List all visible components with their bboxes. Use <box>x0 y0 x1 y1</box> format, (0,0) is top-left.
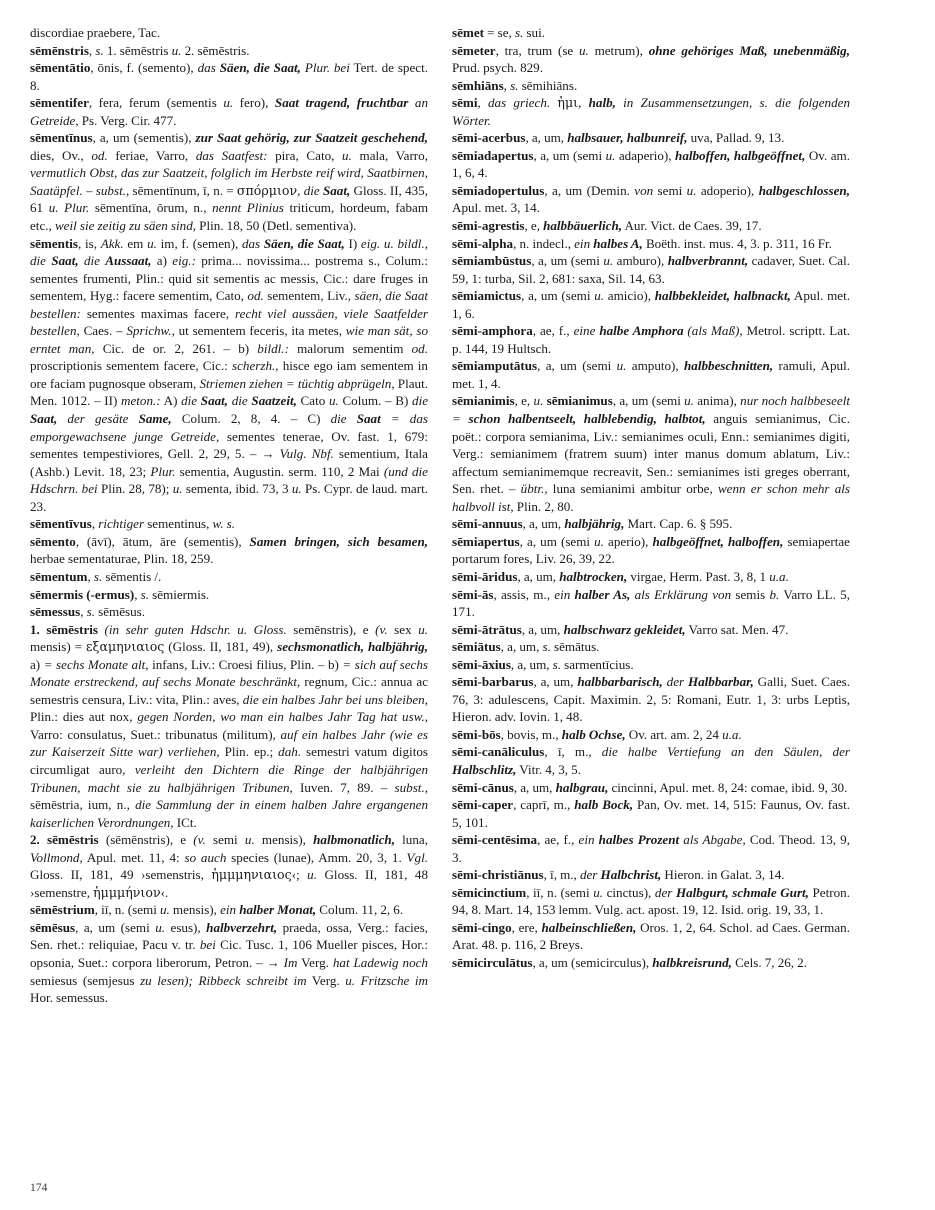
dictionary-entry: sēmentātio, ōnis, f. (semento), das Säen, die Saat, Plur. bei Tert. de spect. 8. <box>30 60 429 93</box>
dictionary-entry: sēmi-amphora, ae, f., eine halbe Amphora (als Maß), Metrol. scriptt. Lat. p. 144, 19 Hultsch. <box>452 323 851 356</box>
dictionary-entry: sēmiadopertulus, a, um (Demin. von semi u. adoperio), halbgeschlossen, Apul. met. 3, 14. <box>452 182 850 216</box>
dictionary-entry: sēmicinctium, iī, n. (semi u. cinctus), der Halbgurt, schmale Gurt, Petron. 94, 8. Mart. 14, 153 lemm. Vulg. act. apost. 19, 12. Isid. orig. 19, 33, 1. <box>452 884 850 918</box>
dictionary-entry: sēmiadapertus, a, um (semi u. adaperio), halboffen, halbgeöffnet, Ov. am. 1, 6, 4. <box>452 147 850 181</box>
page-number: 174 <box>30 1181 48 1194</box>
dictionary-entry: sēmiamictus, a, um (semi u. amicio), halbbekleidet, halbnackt, Apul. met. 1, 6. <box>452 288 850 321</box>
dictionary-entry: sēmiātus, a, um, s. sēmātus. <box>452 639 600 655</box>
dictionary-entry: sēmentifer, fera, ferum (sementis u. fero), Saat tragend, fruchtbar an Getreide, Ps. Verg. Cir. 477. <box>30 95 428 128</box>
dictionary-entry: sēmi-barbarus, a, um, halbbarbarisch, der Halbbarbar, Galli, Suet. Caes. 76, 3: adulescens, Capit. Maximin. 2, 5: Romani, Eutr. 1, 3: urbs Leptis, Hieron. adv. Iovin. 1, 48. <box>452 674 851 725</box>
dictionary-entry: sēmiapertus, a, um (semi u. aperio), halbgeöffnet, halboffen, semiapertae portarum fores, Liv. 26, 39, 22. <box>452 533 850 567</box>
dictionary-entry: sēmi-agrestis, e, halbbäuerlich, Aur. Vict. de Caes. 39, 17. <box>452 218 762 234</box>
two-column-layout <box>30 24 907 1007</box>
right-column <box>452 24 850 972</box>
dictionary-entry: sēmento, (āvī), ātum, āre (sementis), Samen bringen, sich besamen, herbae sementaturae, Plin. 18, 259. <box>30 533 428 567</box>
dictionary-entry: sēmēstrium, iī, n. (semi u. mensis), ein halber Monat, Colum. 11, 2, 6. <box>30 902 404 918</box>
dictionary-entry: sēmēsus, a, um (semi u. esus), halbverzehrt, praeda, ossa, Verg.: facies, Sen. rhet.: reliquiae, Pacu v. tr. bei Cic. Tusc. 1, 106 Mueller pisces, Hor.: opsonia, Suet.: corpora liberorum, Petron. – → Im Verg. hat Ladewig noch semiesus (semjesus zu lesen); Ribbeck schreibt im Verg. u. Fritzsche im Hor. semessus. <box>30 919 428 1006</box>
dictionary-entry: sēmentum, s. sēmentis /. <box>30 568 162 584</box>
dictionary-entry: sēmi-acerbus, a, um, halbsauer, halbunreif, uva, Pallad. 9, 13. <box>452 130 785 146</box>
dictionary-entry: sēmermis (-ermus), s. sēmiermis. <box>30 586 210 602</box>
dictionary-entry: sēmi, das griech. ἡμι, halb, in Zusammensetzungen, s. die folgenden Wörter. <box>452 95 850 128</box>
dictionary-entry: sēmi-annuus, a, um, halbjährig, Mart. Cap. 6. § 595. <box>452 516 733 532</box>
dictionary-entry: sēmi-ātrātus, a, um, halbschwarz gekleidet, Varro sat. Men. 47. <box>452 621 789 637</box>
dictionary-entry: sēmēnstris, s. 1. sēmēstris u. 2. sēmēstris. <box>30 42 250 58</box>
dictionary-entry: sēmi-ās, assis, m., ein halber As, als Erklärung von semis b. Varro LL. 5, 171. <box>452 586 851 620</box>
dictionary-entry: sēmi-centēsima, ae, f., ein halbes Prozent als Abgabe, Cod. Theod. 13, 9, 3. <box>452 832 850 865</box>
dictionary-entry: sēmi-āxius, a, um, s. sarmentīcius. <box>452 656 634 672</box>
dictionary-entry: sēmicirculātus, a, um (semicirculus), halbkreisrund, Cels. 7, 26, 2. <box>452 954 808 970</box>
dictionary-entry: sēmentīnus, a, um (sementis), zur Saat gehörig, zur Saatzeit geschehend, dies, Ov., od. feriae, Varro, das Saatfest: pira, Cato, u. mala, Varro, vermutlich Obst, das zur Saatzeit, folglich im Herbste reif wird, Saatbirnen, Saatäpfel. – subst., sēmentīnum, ī, n. = σπόρμιον, die Saat, Gloss. II, 435, 61 u. Plur. sēmentīna, ōrum, n., nennt Plinius triticum, hordeum, fabam etc., weil sie zeitig zu säen sind, Plin. 18, 50 (Detl. sementiva). <box>30 130 429 234</box>
dictionary-entry: sēmi-āridus, a, um, halbtrocken, virgae, Herm. Past. 3, 8, 1 u.a. <box>452 568 789 584</box>
dictionary-entry: sēmiambūstus, a, um (semi u. amburo), halbverbrannt, cadaver, Suet. Cal. 59, 1: turba, Sil. 2, 681: saxa, Sil. 14, 63. <box>452 253 850 286</box>
dictionary-entry: sēmentis, is, Akk. em u. im, f. (semen), das Säen, die Saat, I) eig. u. bildl., die Saat, die Aussaat, a) eig.: prima... novissima... postrema s., Colum.: sementes frumenti, Plin.: quid sit sementis ac messis, Cic.: dare fruges in sementem, Hyg.: facere sementim, Cato, od. sementem, Liv., säen, die Saat bestellen: sementes maximas facere, recht viel aussäen, viele Saatfelder bestellen, Caes. – Sprichw., ut sementem feceris, ita metes, wie man sät, so erntet man, Cic. de or. 2, 261. – b) bildl.: malorum sementim od. proscriptionis sementem facere, Cic.: scherzh., hisce ego iam sementem in ore faciam pugnosque obseram, Striemen ziehen = tüchtig abprügeln, Plaut. Men. 1012. – II) meton.: A) die Saat, die Saatzeit, Cato u. Colum. – B) die Saat, der gesäte Same, Colum. 2, 8, 4. – C) die Saat = das emporgewachsene junge Getreide, sementes tenerae, Ov. fast. 1, 679: sementes tempestiviores, Gell. 2, 29, 5. – → Vulg. Nbf. sementium, Itala (Ashb.) Levit. 18, 23; Plur. sementia, Augustin. serm. 110, 2 Mai (und die Hdschrn. bei Plin. 28, 78); u. sementa, ibid. 73, 3 u. Ps. Cypr. de laud. mart. 23. <box>30 235 429 514</box>
dictionary-entry: sēmet = se, s. sui. <box>452 25 545 40</box>
dictionary-entry: sēmi-canāliculus, ī, m., die halbe Vertiefung an den Säulen, der Halbschlitz, Vitr. 4, 3, 5. <box>452 744 850 777</box>
dictionary-entry: 2. sēmēstris (sēmēnstris), e (v. semi u. mensis), halbmonatlich, luna, Vollmond, Apul. met. 11, 4: so auch species (lunae), Amm. 20, 3, 1. Vgl. Gloss. II, 181, 49 ›semenstris, ἡμμμηνιαιος‹; u. Gloss. II, 181, 48 ›semenstre, ἡμμμήνιον‹. <box>30 832 428 900</box>
dictionary-entry: sēmentīvus, richtiger sementinus, w. s. <box>30 516 236 532</box>
dictionary-entry: sēmeter, tra, trum (se u. metrum), ohne gehöriges Maß, unebenmäßig, Prud. psych. 829. <box>452 42 850 76</box>
dictionary-entry: sēmessus, s. sēmēsus. <box>30 604 146 620</box>
left-column <box>30 24 428 1007</box>
dictionary-entry: sēmi-alpha, n. indecl., ein halbes A, Boëth. inst. mus. 4, 3. p. 311, 16 Fr. <box>452 235 832 251</box>
dictionary-entry: discordiae praebere, Tac. <box>30 25 161 40</box>
dictionary-entry: sēmianimis, e, u. sēmianimus, a, um (semi u. anima), nur noch halbbeseelt = schon halbentseelt, halblebendig, halbtot, anguis semianimus, Cic. poët.: corpora semianima, Liv.: semianimes oculi, Enn.: semianimes digiti, Verg.: semianimem (fratrem suum) inter manus domum ablatum, Liv.: affectum semianimemque recreavit, Sen.: semianimes isti greges oberrant, Sen. rhet. – übtr., luna semianimi ambitur orbe, wenn er schon mehr als halbvoll ist, Plin. 2, 80. <box>452 393 851 514</box>
dictionary-entry: sēmi-cānus, a, um, halbgrau, cincinni, Apul. met. 8, 24: comae, ibid. 9, 30. <box>452 779 848 795</box>
dictionary-entry: sēmi-cingo, ere, halbeinschließen, Oros. 1, 2, 64. Schol. ad Caes. German. Arat. 48. p. 116, 2 Breys. <box>452 919 851 953</box>
dictionary-entry: 1. sēmēstris (in sehr guten Hdschr. u. Gloss. semēnstris), e (v. sex u. mensis) = εξαμηνιαιος (Gloss. II, 181, 49), sechsmonatlich, halbjährig, a) = sechs Monate alt, infans, Liv.: Croesi filius, Plin. – b) = sich auf sechs Monate erstreckend, auf sechs Monate beschränkt, regnum, Cic.: annua ac semestris censura, Liv.: vita, Plin.: aves, die ein halbes Jahr bei uns bleiben, Plin.: dies aut nox, gegen Norden, wo man ein halbes Jahr Tag hat usw., Varro: consulatus, Suet.: tribunatus (militum), auf ein halbes Jahr (wie es zur Kaiserzeit Sitte war) verliehen, Plin. ep.; dah. semestri vatum digitos circumligat auro, verleiht den Dichtern die Ringe der halbjährigen Tribunen, macht sie zu halbjährigen Tribunen, Iuven. 7, 89. – subst., sēmēstria, ium, n., die Sammlung der in einem halben Jahre ergangenen kaiserlichen Verordnungen, ICt. <box>30 621 429 830</box>
dictionary-entry: sēmi-caper, caprī, m., halb Bock, Pan, Ov. met. 14, 515: Faunus, Ov. fast. 5, 101. <box>452 797 850 830</box>
dictionary-entry: sēmi-christiānus, ī, m., der Halbchrist, Hieron. in Galat. 3, 14. <box>452 867 785 883</box>
dictionary-entry: sēmhiāns, s. sēmihiāns. <box>452 77 578 93</box>
dictionary-entry: sēmiamputātus, a, um (semi u. amputo), halbbeschnitten, ramuli, Apul. met. 1, 4. <box>452 358 850 391</box>
dictionary-entry: sēmi-bōs, bovis, m., halb Ochse, Ov. art. am. 2, 24 u.a. <box>452 726 742 742</box>
